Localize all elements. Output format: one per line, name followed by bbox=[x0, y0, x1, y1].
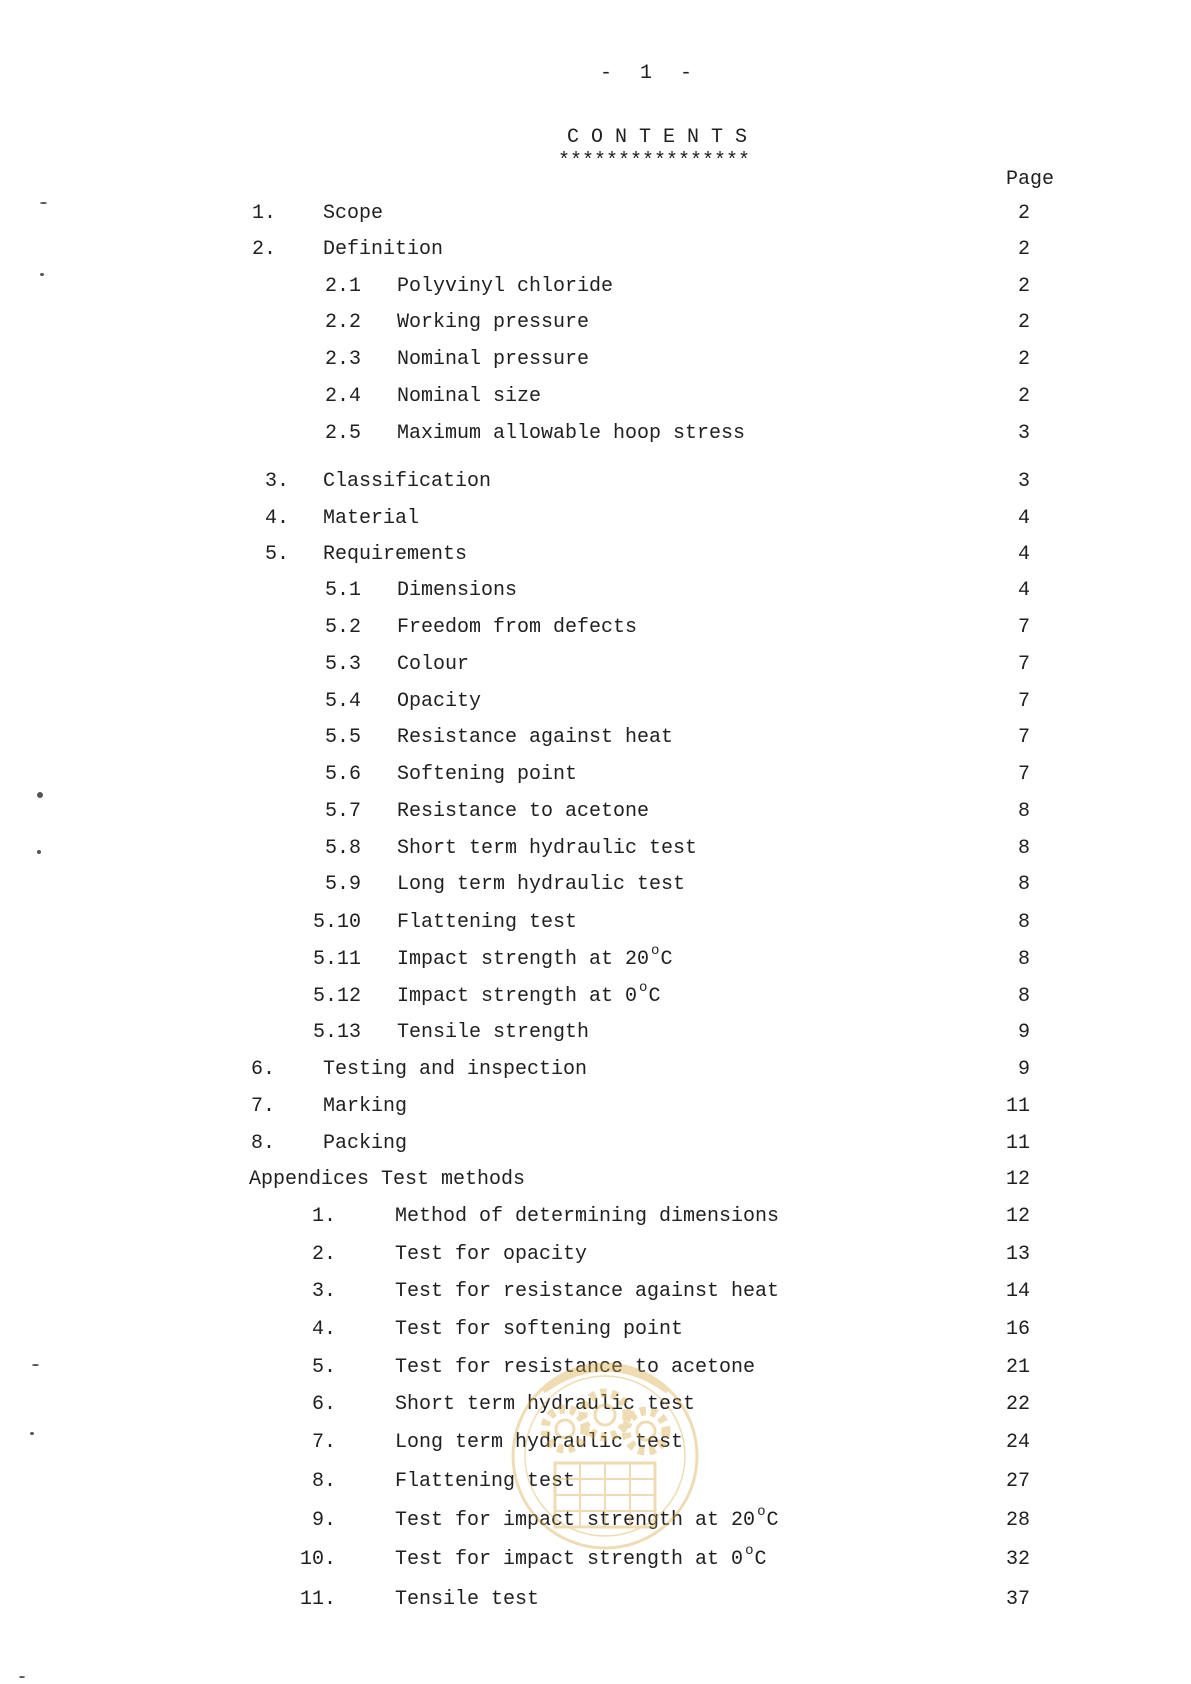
toc-subsection-row bbox=[0, 579, 1191, 603]
appendix-item-page-number: 22 bbox=[1005, 1393, 1030, 1416]
toc-section-number: 8. bbox=[251, 1132, 276, 1155]
toc-subsection-label-text: Resistance against heat bbox=[397, 726, 674, 749]
toc-subsection-number: 5.3 bbox=[324, 653, 361, 676]
toc-section-row bbox=[0, 202, 1191, 226]
toc-subsection-row bbox=[0, 690, 1191, 714]
toc-subsection-row bbox=[0, 385, 1191, 409]
toc-subsection-row bbox=[0, 873, 1191, 897]
contents-title: C O N T E N T S bbox=[567, 126, 748, 149]
toc-subsection-label-text: Nominal size bbox=[397, 385, 542, 408]
toc-subsection-page-number: 8 bbox=[1017, 837, 1030, 860]
toc-subsection-page-number: 2 bbox=[1017, 275, 1030, 298]
toc-section-label-text: Material bbox=[323, 507, 420, 530]
toc-section-number: 1. bbox=[252, 202, 277, 225]
appendix-item-number: 4. bbox=[311, 1318, 336, 1341]
toc-section-row bbox=[0, 1095, 1191, 1119]
toc-subsection-label bbox=[397, 837, 697, 861]
toc-subsection-number: 5.7 bbox=[324, 800, 361, 823]
toc-section-label bbox=[323, 202, 383, 226]
toc-subsection-label-text: Impact strength at 20 bbox=[397, 948, 650, 971]
appendix-item-label-text: Flattening test bbox=[395, 1470, 576, 1493]
appendix-item-label-text: Method of determining dimensions bbox=[395, 1205, 780, 1228]
appendices-heading-label bbox=[249, 1168, 525, 1192]
toc-subsection-row bbox=[0, 311, 1191, 335]
appendix-item-label-text: Tensile test bbox=[395, 1588, 540, 1611]
toc-section-label bbox=[323, 1058, 587, 1082]
toc-subsection-label-text: Working pressure bbox=[397, 311, 590, 334]
toc-subsection-label bbox=[397, 690, 481, 714]
toc-subsection-label-text: Dimensions bbox=[397, 579, 518, 602]
toc-subsection-number: 2.5 bbox=[324, 422, 361, 445]
toc-subsection-number: 2.2 bbox=[324, 311, 361, 334]
toc-subsection-label bbox=[397, 579, 517, 603]
toc-subsection-number: 2.1 bbox=[324, 275, 361, 298]
appendix-item-page-number: 28 bbox=[1005, 1509, 1030, 1532]
appendix-item-page-number: 37 bbox=[1005, 1588, 1030, 1611]
appendix-item-page-number: 13 bbox=[1005, 1243, 1030, 1266]
appendix-item-page-number: 24 bbox=[1005, 1431, 1030, 1454]
toc-subsection-label bbox=[397, 943, 673, 973]
toc-section-row bbox=[0, 1132, 1191, 1156]
appendix-item-label bbox=[395, 1318, 683, 1342]
degree-superscript: o bbox=[757, 1504, 766, 1520]
appendix-item-label-text: Test for resistance against heat bbox=[395, 1280, 780, 1303]
degree-superscript: o bbox=[651, 943, 660, 959]
toc-subsection-row bbox=[0, 837, 1191, 861]
scan-speck bbox=[40, 202, 47, 204]
toc-subsection-page-number: 4 bbox=[1017, 579, 1030, 602]
scan-speck bbox=[30, 1432, 34, 1435]
toc-subsection-label bbox=[397, 726, 673, 750]
toc-section-page-number: 3 bbox=[1017, 470, 1030, 493]
appendix-item-number: 8. bbox=[311, 1470, 336, 1493]
toc-subsection-label-unit: C bbox=[660, 948, 673, 971]
appendix-item-number: 2. bbox=[311, 1243, 336, 1266]
toc-subsection-row bbox=[0, 911, 1191, 935]
toc-section-row bbox=[0, 1058, 1191, 1082]
toc-subsection-label-text: Colour bbox=[397, 653, 470, 676]
toc-subsection-label-text: Long term hydraulic test bbox=[397, 873, 686, 896]
toc-subsection-row bbox=[0, 653, 1191, 677]
appendix-item-number: 1. bbox=[311, 1205, 336, 1228]
toc-subsection-label-text: Freedom from defects bbox=[397, 616, 638, 639]
toc-section-number: 2. bbox=[252, 238, 277, 261]
appendix-item-label bbox=[395, 1588, 539, 1612]
appendix-item-page-number: 21 bbox=[1005, 1356, 1030, 1379]
toc-subsection-row bbox=[0, 348, 1191, 372]
toc-section-label bbox=[323, 507, 419, 531]
appendix-item-row bbox=[0, 1205, 1191, 1229]
toc-subsection-label bbox=[397, 422, 745, 446]
toc-subsection-label-text: Impact strength at 0 bbox=[397, 985, 638, 1008]
appendix-item-label bbox=[395, 1205, 779, 1229]
toc-subsection-label bbox=[397, 348, 589, 372]
toc-subsection-number: 5.2 bbox=[324, 616, 361, 639]
toc-subsection-label bbox=[397, 385, 541, 409]
toc-subsection-label bbox=[397, 873, 685, 897]
toc-subsection-page-number: 2 bbox=[1017, 311, 1030, 334]
scan-speck bbox=[32, 1364, 39, 1366]
toc-section-page-number: 11 bbox=[1005, 1095, 1030, 1118]
toc-subsection-number: 5.1 bbox=[324, 579, 361, 602]
toc-subsection-label-text: Polyvinyl chloride bbox=[397, 275, 614, 298]
toc-subsection-row bbox=[0, 980, 1191, 1009]
toc-subsection-label bbox=[397, 616, 637, 640]
appendix-item-page-number: 14 bbox=[1005, 1280, 1030, 1303]
toc-subsection-page-number: 9 bbox=[1017, 1021, 1030, 1044]
toc-section-page-number: 11 bbox=[1005, 1132, 1030, 1155]
appendix-item-number: 7. bbox=[311, 1431, 336, 1454]
appendix-item-label-text: Test for resistance to acetone bbox=[395, 1356, 756, 1379]
degree-superscript: o bbox=[745, 1543, 754, 1559]
toc-subsection-label bbox=[397, 800, 649, 824]
toc-subsection-label-text: Resistance to acetone bbox=[397, 800, 650, 823]
toc-subsection-number: 2.4 bbox=[324, 385, 361, 408]
toc-section-row bbox=[0, 238, 1191, 262]
appendix-item-number: 9. bbox=[311, 1509, 336, 1532]
toc-section-label-text: Requirements bbox=[323, 543, 468, 566]
toc-section-row bbox=[0, 543, 1191, 567]
toc-subsection-page-number: 8 bbox=[1017, 911, 1030, 934]
appendix-item-label bbox=[395, 1280, 779, 1304]
toc-subsection-label-text: Maximum allowable hoop stress bbox=[397, 422, 746, 445]
toc-subsection-label-text: Flattening test bbox=[397, 911, 578, 934]
toc-subsection-page-number: 7 bbox=[1017, 653, 1030, 676]
toc-section-label bbox=[323, 1095, 407, 1119]
appendix-item-number: 11. bbox=[299, 1588, 336, 1611]
toc-subsection-number: 5.11 bbox=[312, 948, 361, 971]
toc-section-page-number: 2 bbox=[1017, 238, 1030, 261]
toc-subsection-number: 2.3 bbox=[324, 348, 361, 371]
toc-section-label bbox=[323, 543, 467, 567]
appendix-item-row bbox=[0, 1280, 1191, 1304]
toc-subsection-page-number: 8 bbox=[1017, 985, 1030, 1008]
toc-section-label-text: Packing bbox=[323, 1132, 408, 1155]
scan-speck bbox=[37, 850, 41, 854]
toc-subsection-label bbox=[397, 311, 589, 335]
toc-section-label-text: Classification bbox=[323, 470, 492, 493]
toc-section-row bbox=[0, 470, 1191, 494]
toc-subsection-row bbox=[0, 763, 1191, 787]
toc-subsection-label-text: Opacity bbox=[397, 690, 482, 713]
toc-section-page-number: 4 bbox=[1017, 507, 1030, 530]
toc-subsection-number: 5.6 bbox=[324, 763, 361, 786]
toc-subsection-page-number: 2 bbox=[1017, 385, 1030, 408]
appendix-item-label-text: Test for impact strength at 0 bbox=[395, 1548, 744, 1571]
toc-subsection-row bbox=[0, 275, 1191, 299]
appendix-item-page-number: 16 bbox=[1005, 1318, 1030, 1341]
toc-section-page-number: 2 bbox=[1017, 202, 1030, 225]
scan-speck bbox=[19, 1676, 25, 1678]
toc-subsection-label bbox=[397, 763, 577, 787]
appendix-item-number: 10. bbox=[299, 1548, 336, 1571]
toc-subsection-number: 5.12 bbox=[312, 985, 361, 1008]
title-asterisk-rule: **************** bbox=[558, 150, 751, 173]
appendix-item-label bbox=[395, 1243, 587, 1267]
toc-section-label bbox=[323, 238, 443, 262]
appendix-item-number: 6. bbox=[311, 1393, 336, 1416]
toc-subsection-page-number: 8 bbox=[1017, 948, 1030, 971]
appendix-item-label-text: Test for softening point bbox=[395, 1318, 684, 1341]
toc-subsection-page-number: 7 bbox=[1017, 690, 1030, 713]
toc-subsection-label bbox=[397, 653, 469, 677]
toc-section-page-number: 4 bbox=[1017, 543, 1030, 566]
toc-subsection-row bbox=[0, 943, 1191, 972]
toc-section-number: 5. bbox=[265, 543, 290, 566]
toc-subsection-page-number: 3 bbox=[1017, 422, 1030, 445]
toc-subsection-row bbox=[0, 616, 1191, 640]
toc-subsection-label bbox=[397, 1021, 589, 1045]
toc-subsection-label-text: Nominal pressure bbox=[397, 348, 590, 371]
toc-section-page-number: 9 bbox=[1017, 1058, 1030, 1081]
toc-subsection-page-number: 8 bbox=[1017, 873, 1030, 896]
toc-subsection-row bbox=[0, 422, 1191, 446]
toc-subsection-number: 5.13 bbox=[312, 1021, 361, 1044]
toc-subsection-label bbox=[397, 275, 613, 299]
toc-subsection-page-number: 7 bbox=[1017, 616, 1030, 639]
toc-subsection-number: 5.4 bbox=[324, 690, 361, 713]
appendix-item-label-unit: C bbox=[754, 1548, 767, 1571]
toc-subsection-label-unit: C bbox=[648, 985, 661, 1008]
toc-subsection-row bbox=[0, 800, 1191, 824]
scan-speck bbox=[37, 792, 43, 798]
toc-subsection-number: 5.5 bbox=[324, 726, 361, 749]
toc-subsection-number: 5.8 bbox=[324, 837, 361, 860]
toc-section-label-text: Definition bbox=[323, 238, 444, 261]
appendix-item-number: 5. bbox=[311, 1356, 336, 1379]
appendix-item-row bbox=[0, 1318, 1191, 1342]
appendix-item-number: 3. bbox=[311, 1280, 336, 1303]
toc-subsection-page-number: 8 bbox=[1017, 800, 1030, 823]
toc-section-label bbox=[323, 1132, 407, 1156]
toc-subsection-number: 5.10 bbox=[312, 911, 361, 934]
toc-subsection-label-text: Tensile strength bbox=[397, 1021, 590, 1044]
toc-section-label bbox=[323, 470, 491, 494]
appendix-item-page-number: 32 bbox=[1005, 1548, 1030, 1571]
page-column-header: Page bbox=[1006, 168, 1055, 191]
toc-subsection-label-text: Short term hydraulic test bbox=[397, 837, 698, 860]
toc-section-number: 7. bbox=[251, 1095, 276, 1118]
toc-subsection-row bbox=[0, 726, 1191, 750]
appendix-item-page-number: 27 bbox=[1005, 1470, 1030, 1493]
watermark-logo bbox=[503, 1351, 708, 1573]
degree-superscript: o bbox=[639, 980, 648, 996]
appendix-item-row bbox=[0, 1243, 1191, 1267]
toc-section-row bbox=[0, 507, 1191, 531]
toc-subsection-label bbox=[397, 911, 577, 935]
scan-speck bbox=[40, 273, 44, 276]
appendices-heading-row bbox=[0, 1168, 1191, 1192]
appendices-heading-page-number: 12 bbox=[1005, 1168, 1030, 1191]
toc-subsection-label-text: Softening point bbox=[397, 763, 578, 786]
appendix-item-row bbox=[0, 1588, 1191, 1612]
appendix-item-label-text: Test for opacity bbox=[395, 1243, 588, 1266]
page-number: - 1 - bbox=[600, 62, 693, 85]
toc-subsection-page-number: 7 bbox=[1017, 763, 1030, 786]
toc-section-label-text: Testing and inspection bbox=[323, 1058, 588, 1081]
appendix-item-label-text: Test for impact strength at 20 bbox=[395, 1509, 756, 1532]
appendices-heading-label-text: Appendices Test methods bbox=[249, 1168, 526, 1191]
toc-subsection-row bbox=[0, 1021, 1191, 1045]
toc-section-label-text: Scope bbox=[323, 202, 384, 225]
toc-section-number: 4. bbox=[265, 507, 290, 530]
toc-subsection-page-number: 7 bbox=[1017, 726, 1030, 749]
appendix-item-label-text: Long term hydraulic test bbox=[395, 1431, 684, 1454]
toc-subsection-label bbox=[397, 980, 661, 1010]
toc-section-number: 3. bbox=[265, 470, 290, 493]
toc-subsection-page-number: 2 bbox=[1017, 348, 1030, 371]
toc-section-number: 6. bbox=[251, 1058, 276, 1081]
appendix-item-label-text: Short term hydraulic test bbox=[395, 1393, 696, 1416]
toc-subsection-number: 5.9 bbox=[324, 873, 361, 896]
appendix-item-label-unit: C bbox=[766, 1509, 779, 1532]
toc-section-label-text: Marking bbox=[323, 1095, 408, 1118]
appendix-item-page-number: 12 bbox=[1005, 1205, 1030, 1228]
